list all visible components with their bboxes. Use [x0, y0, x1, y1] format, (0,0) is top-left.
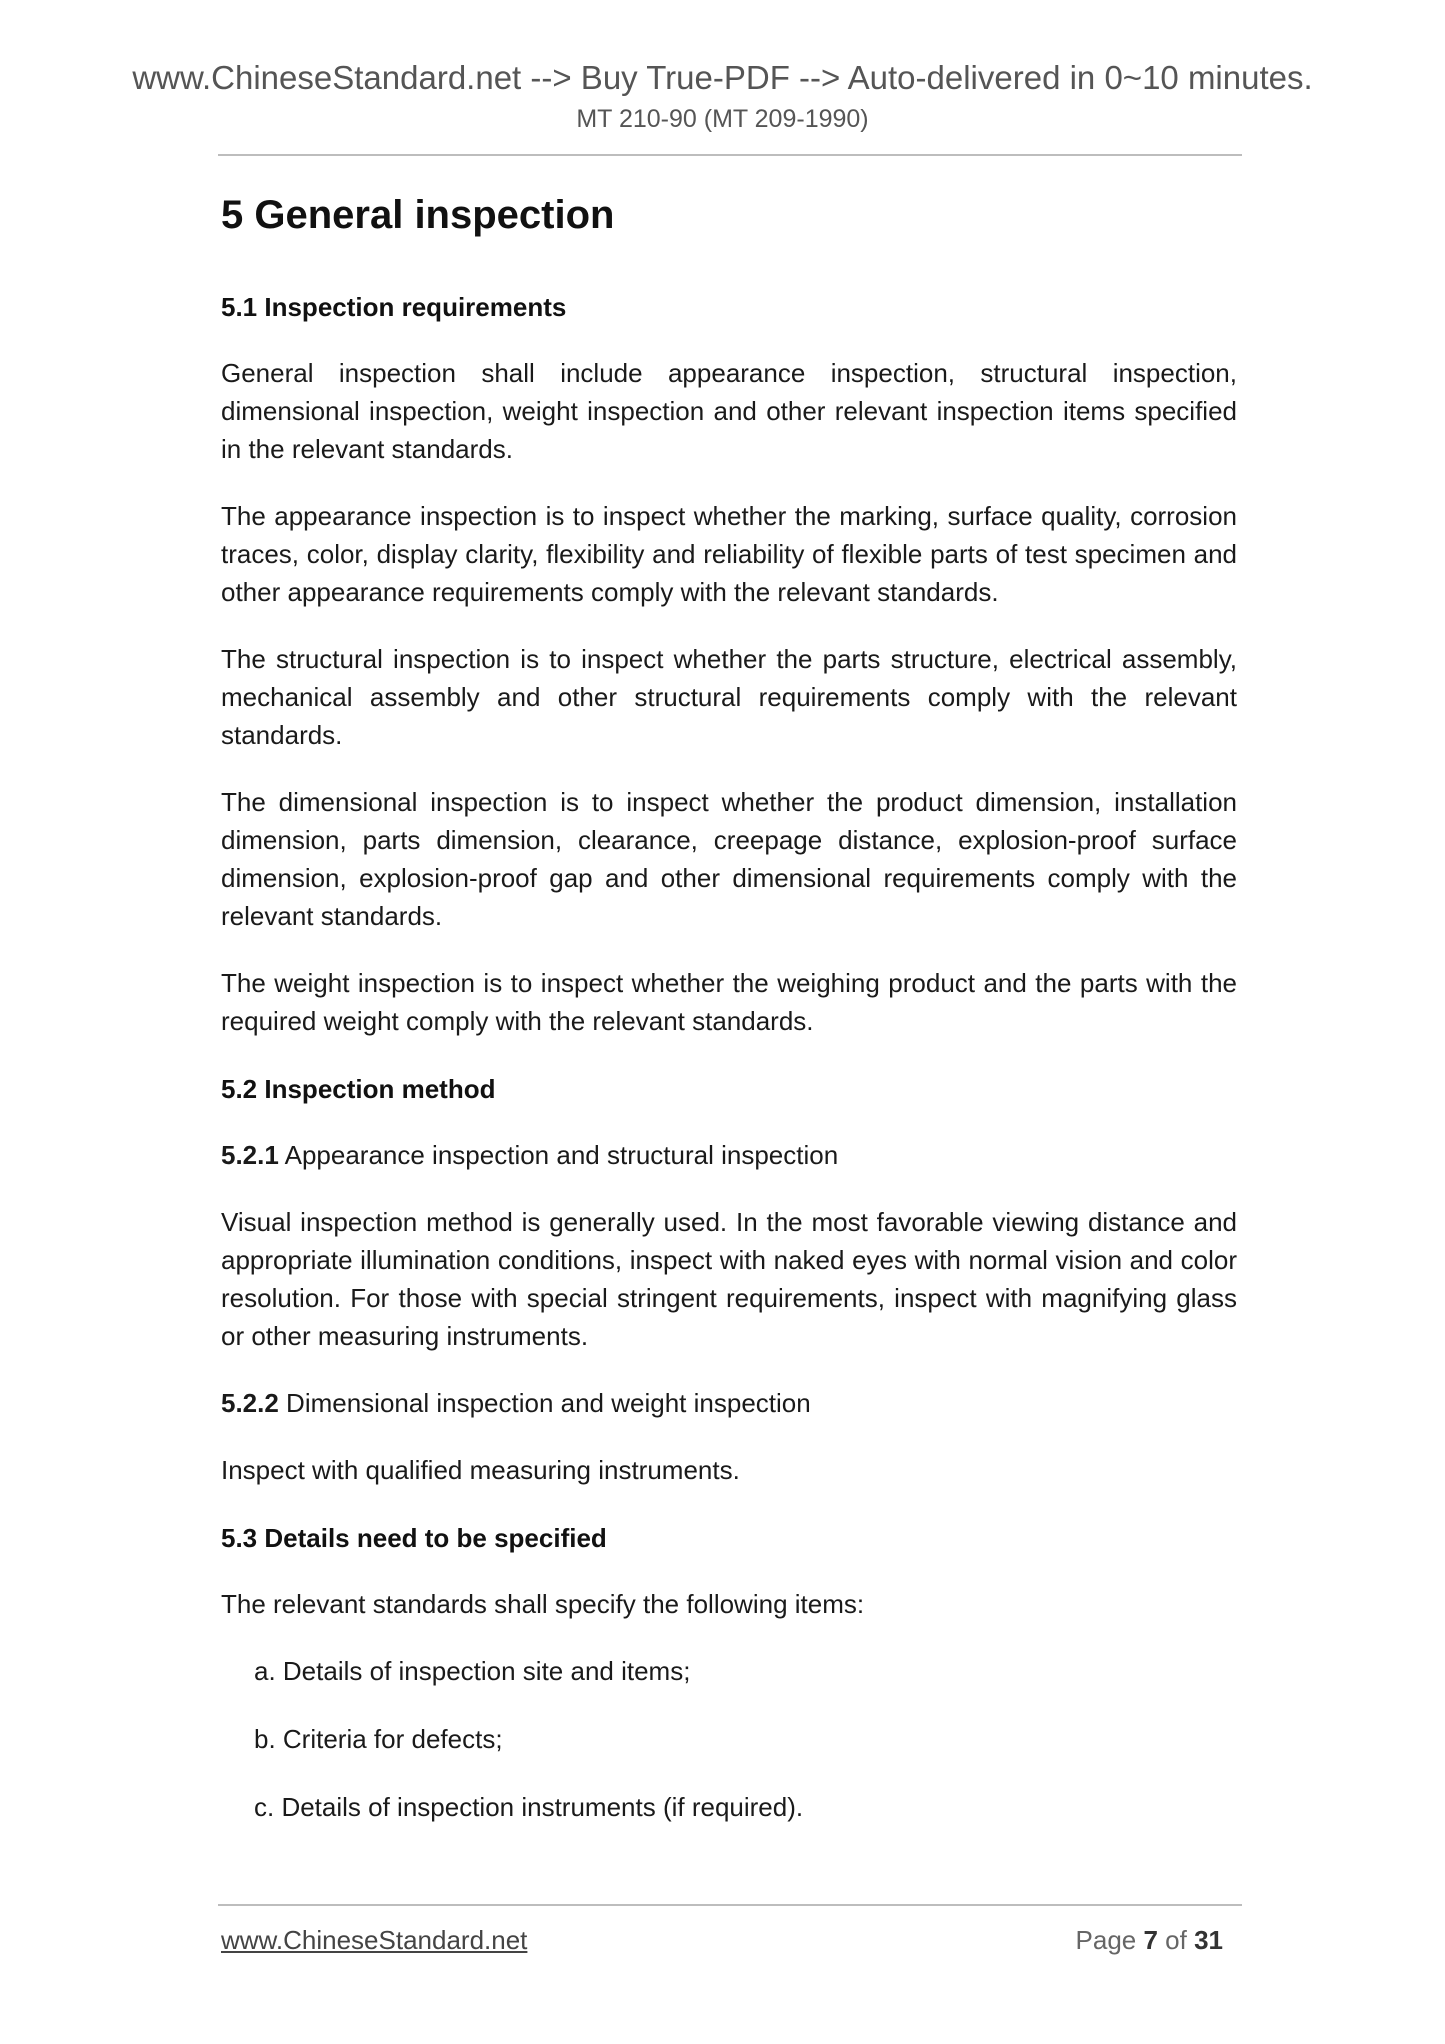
- section-title: 5 General inspection: [221, 193, 615, 237]
- subsection-heading-5-1: 5.1 Inspection requirements: [221, 292, 567, 322]
- page-label: Page: [1075, 1925, 1144, 1955]
- clause-number: 5.2.1: [221, 1140, 279, 1170]
- subsection-heading-5-2: 5.2 Inspection method: [221, 1074, 496, 1104]
- footer-divider: [218, 1904, 1242, 1906]
- clause-title: Dimensional inspection and weight inspection: [278, 1388, 811, 1418]
- paragraph-qualified-instruments: Inspect with qualified measuring instruments.: [221, 1455, 740, 1485]
- paragraph-visual-inspection: Visual inspection method is generally used. In the most favorable viewing distance and appropriate illumination conditions, inspect with naked eyes with normal vision and color resolution. For those with special stringent requirements, inspect with magnifying glass or other measuring instruments.: [221, 1207, 1237, 1351]
- page-content: [221, 185, 1237, 1856]
- page-of-label: of: [1157, 1925, 1195, 1955]
- clause-title: Appearance inspection and structural inspection: [278, 1140, 839, 1170]
- paragraph-weight-inspection: The weight inspection is to inspect whether the weighing product and the parts with the required weight comply with the relevant standards.: [221, 968, 1237, 1036]
- list-item: a. Details of inspection site and items;: [254, 1656, 691, 1686]
- header-divider: [218, 154, 1242, 156]
- list-item: b. Criteria for defects;: [254, 1724, 503, 1754]
- paragraph-dimensional-inspection: The dimensional inspection is to inspect whether the product dimension, installation dimension, parts dimension, clearance, creepage distance, explosion-proof surface dimension, explosion-proof gap and other dimensional requirements comply with the relevant standards.: [221, 787, 1237, 931]
- page-current: 7: [1143, 1925, 1158, 1955]
- specified-items-list: [221, 1652, 1237, 1826]
- clause-heading-5-2-1: [221, 1136, 1237, 1174]
- paragraph-general-inspection: General inspection shall include appearance inspection, structural inspection, dimensional inspection, weight inspection and other relevant inspection items specified in the relevant standards.: [221, 358, 1237, 464]
- paragraph-appearance-inspection: The appearance inspection is to inspect whether the marking, surface quality, corrosion traces, color, display clarity, flexibility and reliability of flexible parts of test specimen and other appearance requirements comply with the relevant standards.: [221, 501, 1237, 607]
- header-banner: www.ChineseStandard.net --> Buy True-PDF --> Auto-delivered in 0~10 minutes.: [132, 59, 1313, 96]
- footer-website-link[interactable]: www.ChineseStandard.net: [221, 1925, 528, 1955]
- list-item: c. Details of inspection instruments (if required).: [254, 1792, 804, 1822]
- clause-heading-5-2-2: [221, 1384, 1237, 1422]
- paragraph-specify-items: The relevant standards shall specify the following items:: [221, 1589, 865, 1619]
- page-number: [1076, 1922, 1223, 1958]
- page-total: 31: [1194, 1925, 1223, 1955]
- standard-number: MT 210-90 (MT 209-1990): [576, 105, 869, 133]
- clause-number: 5.2.2: [221, 1388, 279, 1418]
- subsection-heading-5-3: 5.3 Details need to be specified: [221, 1523, 607, 1553]
- paragraph-structural-inspection: The structural inspection is to inspect whether the parts structure, electrical assembly, mechanical assembly and other structural requirements comply with the relevant standards.: [221, 644, 1237, 750]
